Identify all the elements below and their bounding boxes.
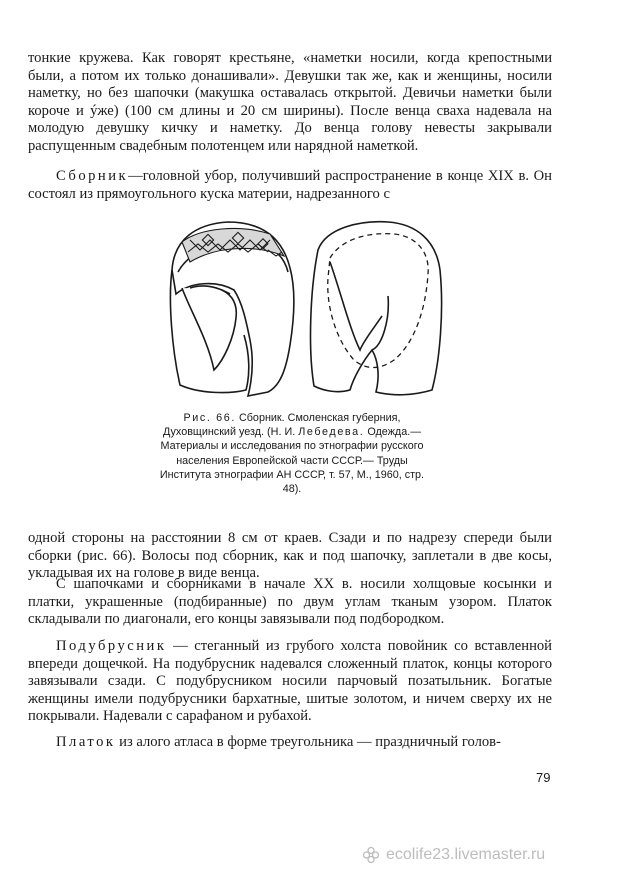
watermark <box>362 846 545 864</box>
flower-icon <box>362 846 380 864</box>
paragraph-naметка <box>28 50 552 156</box>
paragraph-text: С шапочками и сборниками в начале XX в. носили холщовые косынки и платки, украшенные (подбиранные) по двум углам тканым узором. Платок складывали по диагонали, его концы завязывали под подбородком. <box>28 576 552 628</box>
term-sbornik: Сборник <box>56 168 129 184</box>
paragraph-text: — стеганный из грубого холста повойник со вставленной впереди дощечкой. На подубрусник надевался сложенный платок, концы которого завязывали сзади. С подубрусником носили парчовый позатыльник. Богатые женщины имели подубрусники бархатные, шитые золотом, и ничем сверху их не покрывали. Надевали с сарафаном и рубахой. <box>28 638 552 725</box>
paragraph-text: —головной убор, получивший распространение в конце XIX в. Он состоял из прямоугольного куска материи, надрезанного с <box>28 168 552 202</box>
figure-sbornik-illustration <box>150 210 446 410</box>
paragraph-kosynki <box>28 576 552 629</box>
back-view <box>311 222 442 395</box>
figure-caption <box>150 411 434 496</box>
page-number: 79 <box>536 770 551 785</box>
paragraph-sborki <box>28 530 552 583</box>
caption-text: Сборник. Смоленская губерния, Духовщинский уезд. (Н. И. <box>162 412 401 439</box>
headdress-drawing <box>150 210 446 410</box>
caption-author: Лебедева. <box>298 426 365 439</box>
paragraph-sbornik <box>28 168 552 203</box>
watermark-text: ecolife23.livemaster.ru <box>386 846 546 863</box>
paragraph-text: тонкие кружева. Как говорят крестьяне, «наметки носили, когда крепостными были, а потом их только донашивали». Девушки так же, как и женщины, носили наметку, но без шапочки (макушка оставалась открытой. Девичьи наметки были короче и ýже) (100 см длины и 20 см ширины). После венца сваха надевала на молодую девушку кичку и наметку. До венца голову невесты закрывали распущенным свадебным полотенцем или нарядной наметкой. <box>28 50 552 154</box>
paragraph-platok <box>28 734 552 752</box>
paragraph-podubrusnik <box>28 638 552 726</box>
caption-text-cont: Одежда.— Материалы и исследования по этнографии русского населения Европейской части СССР.— Труды Института этнографии АН СССР, т. 57, М., 1960, стр. 48). <box>159 426 425 496</box>
paragraph-text: из алого атласа в форме треугольника — праздничный голов- <box>115 734 501 750</box>
term-platok: Платок <box>56 734 116 750</box>
term-podubrusnik: Подубрусник <box>56 638 167 654</box>
paragraph-text: одной стороны на расстоянии 8 см от краев. Сзади и по надрезу спереди были сборки (рис. 66). Волосы под сборник, как и под шапочку, заплетали в две косы, укладывая их на голове в виде венца. <box>28 530 552 582</box>
caption-figure-label: Рис. 66. <box>183 412 236 424</box>
